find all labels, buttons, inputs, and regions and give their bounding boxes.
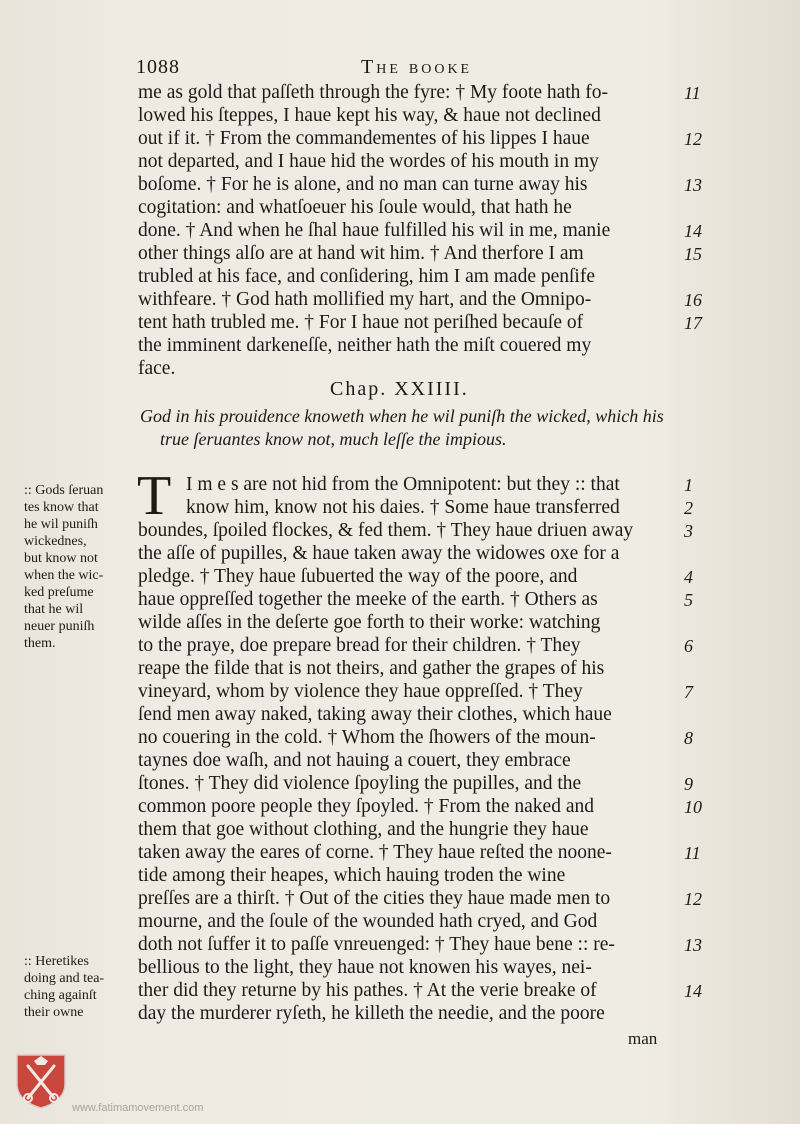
text-line: the aſſe of pupilles, & haue taken away the widowes oxe for a bbox=[138, 543, 620, 564]
verse-number: 17 bbox=[684, 313, 702, 333]
text-line: to the praye, doe prepare bread for their children. † They bbox=[138, 635, 581, 656]
margin-note-line: when the wic- bbox=[24, 568, 104, 583]
text-line: haue oppreſſed together the meeke of the earth. † Others as bbox=[138, 589, 598, 610]
drop-cap: T bbox=[137, 465, 172, 527]
verse-number: 4 bbox=[684, 567, 693, 587]
margin-note-line: doing and tea- bbox=[24, 971, 105, 986]
margin-note-line: that he wil bbox=[24, 602, 84, 617]
running-title: The booke bbox=[361, 56, 473, 78]
verse-number: 11 bbox=[684, 843, 701, 863]
text-line: know him, know not his daies. † Some haue transferred bbox=[186, 497, 620, 518]
verse-number: 13 bbox=[684, 935, 702, 955]
crossed-keys-shield-icon bbox=[14, 1052, 68, 1110]
text-line: pledge. † They haue ſubuerted the way of the poore, and bbox=[138, 566, 578, 587]
margin-note-line: their owne bbox=[24, 1005, 84, 1020]
text-line: tent hath trubled me. † For I haue not periſhed becauſe of bbox=[138, 312, 584, 333]
text-line: other things alſo are at hand wit him. † And therfore I am bbox=[138, 243, 584, 264]
verse-number: 10 bbox=[684, 797, 702, 817]
text-line: trubled at his face, and conſidering, him I am made penſife bbox=[138, 266, 596, 287]
text-line: no couering in the cold. † Whom the ſhowers of the moun- bbox=[138, 727, 596, 748]
verse-number: 14 bbox=[684, 221, 702, 241]
margin-note-line: them. bbox=[24, 636, 56, 651]
text-line: mourne, and the ſoule of the wounded hath cryed, and God bbox=[138, 911, 598, 932]
text-line: preſſes are a thirſt. † Out of the cities they haue made men to bbox=[138, 888, 611, 909]
page-number: 1088 bbox=[136, 56, 180, 78]
margin-note-line: ked preſume bbox=[24, 585, 94, 600]
text-line: vineyard, whom by violence they haue oppreſſed. † They bbox=[138, 681, 583, 702]
catchword: man bbox=[628, 1029, 658, 1048]
text-line: boundes, ſpoiled flockes, & fed them. † They haue driuen away bbox=[138, 520, 634, 541]
text-line: day the murderer ryſeth, he killeth the needie, and the poore bbox=[138, 1003, 605, 1024]
verse-number: 14 bbox=[684, 981, 702, 1001]
verse-number: 12 bbox=[684, 889, 702, 909]
margin-note-line: ching againſt bbox=[24, 988, 97, 1003]
watermark-url: www.fatimamovement.com bbox=[72, 1102, 204, 1114]
text-line: ther did they returne by his pathes. † At the verie breake of bbox=[138, 980, 597, 1001]
verse-number: 11 bbox=[684, 83, 701, 103]
margin-note-line: wickednes, bbox=[24, 534, 87, 549]
margin-note-line: :: Gods ſeruan bbox=[24, 483, 104, 498]
text-line: the imminent darkeneſſe, neither hath the miſt couered my bbox=[138, 335, 592, 356]
text-line: cogitation: and whatſoeuer his ſoule would, that hath he bbox=[138, 197, 572, 218]
verse-number: 2 bbox=[684, 498, 693, 518]
verse-number: 5 bbox=[684, 590, 693, 610]
text-line: not departed, and I haue hid the wordes of his mouth in my bbox=[138, 151, 599, 172]
page-header bbox=[136, 56, 696, 82]
text-line: boſome. † For he is alone, and no man can turne away his bbox=[138, 174, 588, 195]
verse-number: 7 bbox=[684, 682, 693, 702]
text-line: lowed his ſteppes, I haue kept his way, & haue not declined bbox=[138, 105, 601, 126]
text-line: ſend men away naked, taking away their clothes, which haue bbox=[138, 704, 612, 725]
chapter-heading: Chap. XXIIII. bbox=[330, 378, 469, 400]
text-line: tide among their heapes, which hauing troden the wine bbox=[138, 865, 566, 886]
verse-number: 9 bbox=[684, 774, 693, 794]
verse-number: 16 bbox=[684, 290, 702, 310]
text-line: reape the filde that is not theirs, and gather the grapes of his bbox=[138, 658, 605, 679]
chapter-summary-line: true ſeruantes know not, much leſſe the impious. bbox=[160, 429, 507, 449]
verse-number: 1 bbox=[684, 475, 693, 495]
text-line: ſtones. † They did violence ſpoyling the pupilles, and the bbox=[138, 773, 582, 794]
text-line: taken away the eares of corne. † They haue reſted the noone- bbox=[138, 842, 612, 863]
text-line: doth not ſuffer it to paſſe vnreuenged: † They haue bene :: re- bbox=[138, 934, 615, 955]
text-line: them that goe without clothing, and the hungrie they haue bbox=[138, 819, 589, 840]
verse-number: 3 bbox=[684, 521, 693, 541]
verse-number: 13 bbox=[684, 175, 702, 195]
verse-number: 12 bbox=[684, 129, 702, 149]
margin-note-line: neuer puniſh bbox=[24, 619, 95, 634]
text-line: taynes doe waſh, and not hauing a couert, they embrace bbox=[138, 750, 571, 771]
margin-note-line: he wil puniſh bbox=[24, 517, 98, 532]
chapter-summary-line: God in his prouidence knoweth when he wil puniſh the wicked, which his bbox=[140, 406, 664, 426]
text-line: I m e s are not hid from the Omnipotent: but they :: that bbox=[186, 474, 620, 495]
text-line: done. † And when he ſhal haue fulfilled his wil in me, manie bbox=[138, 220, 611, 241]
text-line: common poore people they ſpoyled. † From the naked and bbox=[138, 796, 594, 817]
verse-number: 6 bbox=[684, 636, 693, 656]
text-line: withfeare. † God hath mollified my hart, and the Omnipo- bbox=[138, 289, 592, 310]
text-line: bellious to the light, they haue not knowen his wayes, nei- bbox=[138, 957, 592, 978]
verse-number: 15 bbox=[684, 244, 702, 264]
text-line: me as gold that paſſeth through the fyre: † My foote hath fo- bbox=[138, 82, 609, 103]
text-line: face. bbox=[138, 358, 176, 379]
margin-note-line: but know not bbox=[24, 551, 98, 566]
verse-number: 8 bbox=[684, 728, 693, 748]
text-line: out if it. † From the commandementes of his lippes I haue bbox=[138, 128, 590, 149]
margin-note-line: :: Heretikes bbox=[24, 954, 89, 969]
margin-note-line: tes know that bbox=[24, 500, 99, 515]
text-line: wilde aſſes in the deſerte goe forth to their worke: watching bbox=[138, 612, 601, 633]
